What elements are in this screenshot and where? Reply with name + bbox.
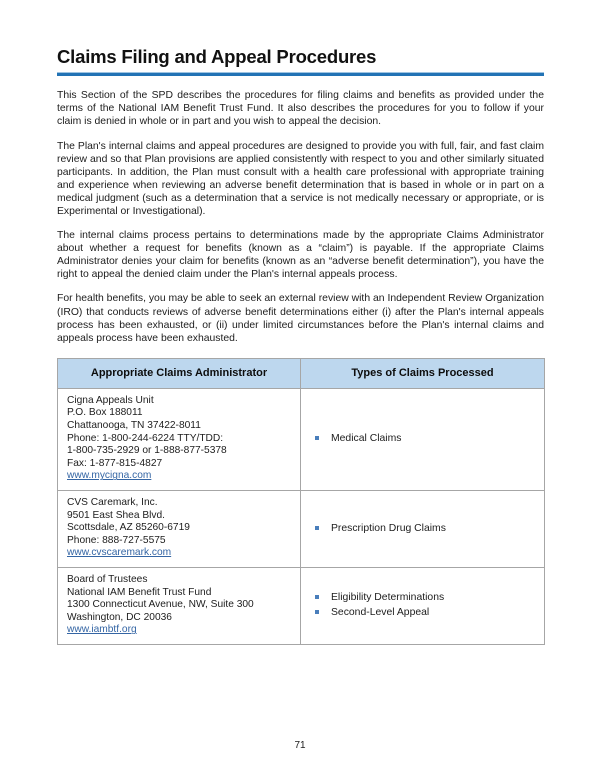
table-row	[58, 567, 545, 644]
claim-type-label: Prescription Drug Claims	[331, 523, 446, 534]
list-item	[309, 521, 536, 536]
website-link-mycigna[interactable]: www.mycigna.com	[67, 470, 152, 482]
claim-types-list	[309, 431, 536, 446]
address-line: National IAM Benefit Trust Fund	[67, 586, 212, 598]
square-bullet-icon	[315, 436, 319, 440]
title-accent-rule	[57, 72, 544, 76]
claims-administrator-table	[57, 358, 545, 645]
list-item	[309, 590, 536, 605]
table-row	[58, 388, 545, 490]
address-line: Phone: 888-727-5575	[67, 534, 166, 546]
table-row	[58, 491, 545, 568]
address-line: 9501 East Shea Blvd.	[67, 509, 165, 521]
address-line: Fax: 1-877-815-4827	[67, 457, 163, 469]
address-line: Scottsdale, AZ 85260-6719	[67, 522, 190, 534]
address-line: 1300 Connecticut Avenue, NW, Suite 300	[67, 599, 254, 611]
address-line: CVS Caremark, Inc.	[67, 497, 158, 509]
list-item	[309, 605, 536, 620]
types-cell-medical	[301, 388, 545, 490]
claim-types-list	[309, 521, 536, 536]
website-link-iambtf[interactable]: www.iambtf.org	[67, 624, 137, 636]
square-bullet-icon	[315, 526, 319, 530]
column-header-types: Types of Claims Processed	[301, 358, 545, 388]
claim-types-list	[309, 590, 536, 620]
administrator-cell-board-of-trustees	[58, 567, 301, 644]
administrator-cell-cigna	[58, 388, 301, 490]
column-header-administrator: Appropriate Claims Administrator	[58, 358, 301, 388]
address-line: Washington, DC 20036	[67, 611, 172, 623]
square-bullet-icon	[315, 610, 319, 614]
address-line: Cigna Appeals Unit	[67, 394, 154, 406]
square-bullet-icon	[315, 595, 319, 599]
page-content	[57, 46, 544, 645]
table-header-row	[58, 358, 545, 388]
claim-type-label: Eligibility Determinations	[331, 592, 445, 604]
types-cell-prescription	[301, 491, 545, 568]
list-item	[309, 431, 536, 446]
types-cell-eligibility	[301, 567, 545, 644]
website-link-cvscaremark[interactable]: www.cvscaremark.com	[67, 547, 172, 559]
paragraph-intro: This Section of the SPD describes the procedures for filing claims and benefits as provided under the terms of the National IAM Benefit Trust Fund. It also describes the procedures for you to follow if your claim is denied in whole or in part and you wish to appeal the decision.	[57, 90, 544, 128]
address-line: 1-800-735-2929 or 1-888-877-5378	[67, 445, 227, 457]
claim-type-label: Medical Claims	[331, 433, 402, 445]
paragraph-claims-process: The internal claims process pertains to determinations made by the appropriate Claims Administrator about whether a request for benefits (known as a “claim”) is payable. If the appropriate Claims Administrator denies your claim for benefits (known as an “adverse benefit determination”), you have the right to appeal the denied claim under the Plan's internal appeals process.	[57, 230, 544, 281]
paragraph-external-review: For health benefits, you may be able to seek an external review with an Independent Review Organization (IRO) that conducts reviews of adverse benefit determinations either (i) after the Plan's internal appeals process has been exhausted, or (ii) under limited circumstances before the Plan's internal claims and appeals process have been exhausted.	[57, 293, 544, 344]
address-line: Chattanooga, TN 37422-8011	[67, 420, 201, 432]
claim-type-label: Second-Level Appeal	[331, 607, 430, 619]
address-line: P.O. Box 188011	[67, 407, 143, 419]
page-number: 71	[294, 740, 306, 751]
administrator-cell-cvs	[58, 491, 301, 568]
address-line: Phone: 1-800-244-6224 TTY/TDD:	[67, 432, 224, 444]
address-line: Board of Trustees	[67, 573, 148, 585]
page-title: Claims Filing and Appeal Procedures	[57, 46, 377, 67]
paragraph-internal-procedures: The Plan's internal claims and appeal procedures are designed to provide you with full, fair, and fast claim review and so that Plan provisions are applied consistently with respect to you and other similarly situated participants. In addition, the Plan must consult with a health care professional with appropriate training and experience when reviewing an adverse benefit determination that is based in whole or in part on a medical judgment (such as a determination that a service is not medically necessary or appropriate, or is Experimental or Investigational).	[57, 140, 544, 218]
